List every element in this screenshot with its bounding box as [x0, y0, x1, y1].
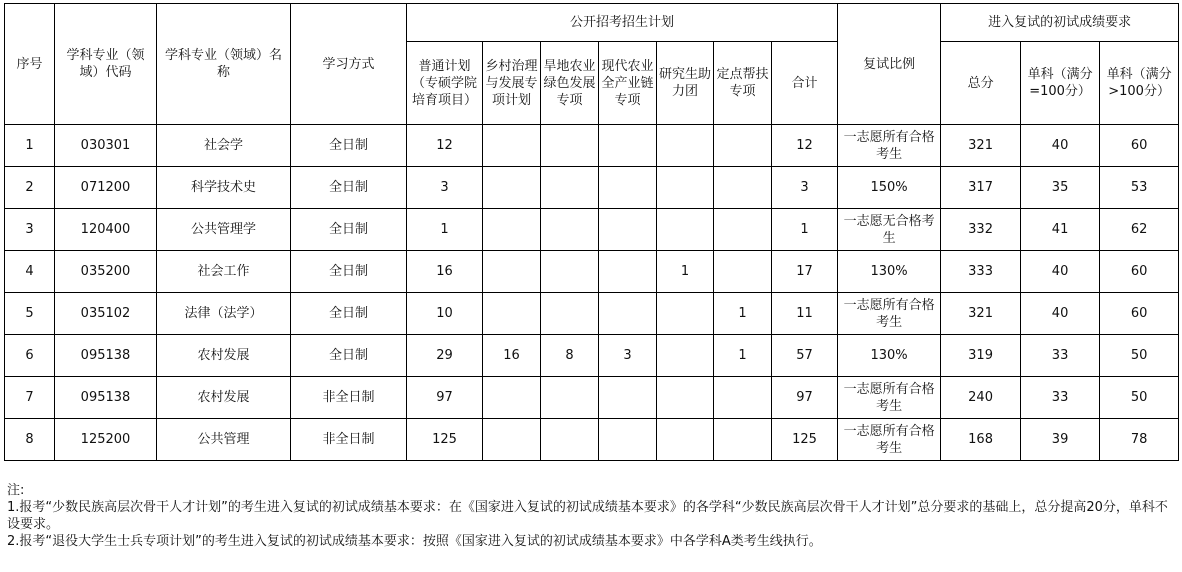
cell-code: 125200 [55, 419, 157, 461]
cell-index: 5 [5, 293, 55, 335]
cell-name: 社会学 [157, 125, 291, 167]
cell-score-gt100: 62 [1100, 209, 1179, 251]
cell-plan-dryland: 8 [541, 335, 599, 377]
cell-plan-total: 11 [772, 293, 838, 335]
cell-index: 3 [5, 209, 55, 251]
cell-index: 8 [5, 419, 55, 461]
table-row [5, 251, 1179, 293]
cell-plan-assistance [714, 125, 772, 167]
cell-mode: 非全日制 [291, 377, 407, 419]
cell-score-total: 168 [941, 419, 1021, 461]
header-score-group: 进入复试的初试成绩要求 [941, 4, 1179, 42]
cell-ratio: 130% [838, 251, 941, 293]
cell-score-gt100: 60 [1100, 251, 1179, 293]
cell-plan-support-team [657, 209, 714, 251]
cell-plan-assistance [714, 377, 772, 419]
header-index: 序号 [5, 4, 55, 125]
cell-plan-dryland [541, 125, 599, 167]
cell-score-100: 40 [1021, 125, 1100, 167]
cell-score-gt100: 60 [1100, 293, 1179, 335]
cell-plan-support-team [657, 167, 714, 209]
cell-score-100: 40 [1021, 293, 1100, 335]
cell-plan-support-team [657, 293, 714, 335]
header-plan-group: 公开招考招生计划 [407, 4, 838, 42]
cell-score-total: 317 [941, 167, 1021, 209]
cell-code: 120400 [55, 209, 157, 251]
cell-plan-modern-agri: 3 [599, 335, 657, 377]
cell-score-gt100: 50 [1100, 335, 1179, 377]
header-score-gt100: 单科（满分>100分） [1100, 42, 1179, 125]
cell-ratio: 一志愿无合格考生 [838, 209, 941, 251]
cell-index: 1 [5, 125, 55, 167]
cell-plan-regular: 16 [407, 251, 483, 293]
cell-plan-total: 3 [772, 167, 838, 209]
table-row [5, 335, 1179, 377]
cell-code: 095138 [55, 377, 157, 419]
cell-plan-modern-agri [599, 251, 657, 293]
cell-name: 农村发展 [157, 335, 291, 377]
cell-index: 2 [5, 167, 55, 209]
header-plan-dryland: 旱地农业绿色发展专项 [541, 42, 599, 125]
cell-plan-assistance [714, 419, 772, 461]
cell-plan-rural: 16 [483, 335, 541, 377]
cell-plan-total: 57 [772, 335, 838, 377]
cell-plan-total: 17 [772, 251, 838, 293]
cell-plan-total: 97 [772, 377, 838, 419]
cell-plan-rural [483, 251, 541, 293]
cell-plan-rural [483, 125, 541, 167]
cell-ratio: 130% [838, 335, 941, 377]
cell-mode: 全日制 [291, 209, 407, 251]
cell-plan-total: 1 [772, 209, 838, 251]
cell-mode: 全日制 [291, 167, 407, 209]
cell-plan-support-team [657, 125, 714, 167]
table-row [5, 125, 1179, 167]
cell-score-total: 321 [941, 293, 1021, 335]
header-plan-rural: 乡村治理与发展专项计划 [483, 42, 541, 125]
admission-table [4, 3, 1179, 461]
cell-name: 法律（法学） [157, 293, 291, 335]
cell-plan-dryland [541, 293, 599, 335]
cell-score-100: 33 [1021, 377, 1100, 419]
cell-plan-dryland [541, 251, 599, 293]
cell-code: 035200 [55, 251, 157, 293]
notes-title: 注: [7, 483, 25, 498]
cell-plan-support-team [657, 419, 714, 461]
cell-score-100: 33 [1021, 335, 1100, 377]
cell-plan-regular: 29 [407, 335, 483, 377]
cell-name: 公共管理学 [157, 209, 291, 251]
cell-plan-rural [483, 293, 541, 335]
header-plan-support-team: 研究生助力团 [657, 42, 714, 125]
cell-score-100: 35 [1021, 167, 1100, 209]
cell-plan-total: 125 [772, 419, 838, 461]
cell-plan-assistance: 1 [714, 293, 772, 335]
cell-mode: 全日制 [291, 125, 407, 167]
cell-score-100: 39 [1021, 419, 1100, 461]
cell-plan-assistance [714, 251, 772, 293]
cell-mode: 全日制 [291, 251, 407, 293]
header-plan-assistance: 定点帮扶专项 [714, 42, 772, 125]
cell-code: 030301 [55, 125, 157, 167]
cell-index: 7 [5, 377, 55, 419]
cell-mode: 全日制 [291, 335, 407, 377]
cell-plan-support-team [657, 335, 714, 377]
cell-plan-rural [483, 377, 541, 419]
header-score-total: 总分 [941, 42, 1021, 125]
header-score-100: 单科（满分=100分） [1021, 42, 1100, 125]
cell-plan-rural [483, 167, 541, 209]
table-row [5, 209, 1179, 251]
cell-plan-dryland [541, 209, 599, 251]
cell-mode: 全日制 [291, 293, 407, 335]
cell-code: 095138 [55, 335, 157, 377]
cell-plan-dryland [541, 167, 599, 209]
cell-name: 公共管理 [157, 419, 291, 461]
cell-score-total: 332 [941, 209, 1021, 251]
cell-plan-modern-agri [599, 419, 657, 461]
cell-score-100: 41 [1021, 209, 1100, 251]
cell-score-gt100: 53 [1100, 167, 1179, 209]
cell-plan-modern-agri [599, 125, 657, 167]
cell-ratio: 一志愿所有合格考生 [838, 419, 941, 461]
cell-score-gt100: 78 [1100, 419, 1179, 461]
cell-mode: 非全日制 [291, 419, 407, 461]
cell-ratio: 一志愿所有合格考生 [838, 377, 941, 419]
table-row [5, 293, 1179, 335]
cell-plan-regular: 1 [407, 209, 483, 251]
cell-plan-regular: 3 [407, 167, 483, 209]
cell-score-total: 321 [941, 125, 1021, 167]
cell-plan-modern-agri [599, 167, 657, 209]
cell-ratio: 150% [838, 167, 941, 209]
cell-plan-regular: 10 [407, 293, 483, 335]
cell-plan-rural [483, 209, 541, 251]
cell-plan-support-team [657, 377, 714, 419]
cell-code: 035102 [55, 293, 157, 335]
notes [7, 482, 1175, 550]
cell-name: 农村发展 [157, 377, 291, 419]
header-mode: 学习方式 [291, 4, 407, 125]
header-row-1 [5, 4, 1179, 42]
cell-plan-assistance [714, 209, 772, 251]
cell-plan-regular: 12 [407, 125, 483, 167]
cell-name: 科学技术史 [157, 167, 291, 209]
cell-code: 071200 [55, 167, 157, 209]
cell-score-gt100: 60 [1100, 125, 1179, 167]
cell-score-total: 240 [941, 377, 1021, 419]
cell-plan-regular: 97 [407, 377, 483, 419]
cell-plan-dryland [541, 419, 599, 461]
cell-score-total: 319 [941, 335, 1021, 377]
cell-plan-regular: 125 [407, 419, 483, 461]
cell-name: 社会工作 [157, 251, 291, 293]
header-code: 学科专业（领域）代码 [55, 4, 157, 125]
header-plan-total: 合计 [772, 42, 838, 125]
table-row [5, 419, 1179, 461]
cell-plan-modern-agri [599, 209, 657, 251]
note-item-1: 1.报考“少数民族高层次骨干人才计划”的考生进入复试的初试成绩基本要求：在《国家进入复试的初试成绩基本要求》的各学科“少数民族高层次骨干人才计划”总分要求的基础上，总分提高20分，单科不设要求。 [7, 500, 1168, 532]
cell-plan-assistance [714, 167, 772, 209]
cell-index: 4 [5, 251, 55, 293]
header-name: 学科专业（领域）名称 [157, 4, 291, 125]
header-ratio: 复试比例 [838, 4, 941, 125]
cell-plan-dryland [541, 377, 599, 419]
cell-index: 6 [5, 335, 55, 377]
cell-score-total: 333 [941, 251, 1021, 293]
cell-ratio: 一志愿所有合格考生 [838, 125, 941, 167]
cell-plan-assistance: 1 [714, 335, 772, 377]
header-plan-regular: 普通计划（专硕学院培育项目） [407, 42, 483, 125]
cell-score-gt100: 50 [1100, 377, 1179, 419]
cell-score-100: 40 [1021, 251, 1100, 293]
cell-plan-rural [483, 419, 541, 461]
table-row [5, 377, 1179, 419]
cell-ratio: 一志愿所有合格考生 [838, 293, 941, 335]
table-row [5, 167, 1179, 209]
note-item-2: 2.报考“退役大学生士兵专项计划”的考生进入复试的初试成绩基本要求：按照《国家进入复试的初试成绩基本要求》中各学科A类考生线执行。 [7, 534, 822, 549]
cell-plan-support-team: 1 [657, 251, 714, 293]
cell-plan-total: 12 [772, 125, 838, 167]
cell-plan-modern-agri [599, 293, 657, 335]
header-plan-modern-agri: 现代农业全产业链专项 [599, 42, 657, 125]
cell-plan-modern-agri [599, 377, 657, 419]
